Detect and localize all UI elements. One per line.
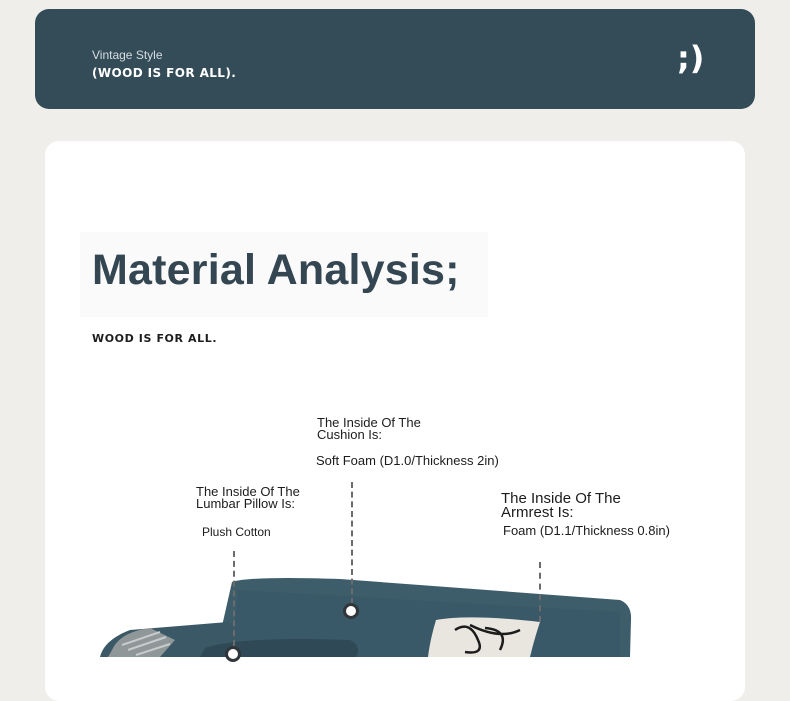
page-title: Material Analysis;: [92, 246, 460, 294]
lumbar-hotspot-dot[interactable]: [225, 646, 241, 662]
banner-brand: (WOOD IS FOR ALL).: [92, 66, 237, 80]
cushion-hotspot-dot[interactable]: [343, 603, 359, 619]
cushion-leader-line: [351, 482, 353, 604]
armrest-leader-line: [539, 562, 541, 622]
lumbar-callout-heading: The Inside Of The Lumbar Pillow Is:: [196, 484, 300, 511]
cushion-callout-heading: The Inside Of The Cushion Is:: [317, 415, 421, 442]
armrest-callout-heading: The Inside Of The Armrest Is:: [501, 490, 621, 521]
armrest-callout-value: Foam (D1.1/Thickness 0.8in): [503, 523, 670, 538]
banner-tagline: Vintage Style: [92, 48, 163, 62]
cushion-callout-value: Soft Foam (D1.0/Thickness 2in): [316, 453, 499, 468]
lumbar-leader-line: [233, 551, 235, 646]
lumbar-callout-value: Plush Cotton: [202, 525, 271, 539]
patterned-pillow: [428, 617, 540, 657]
smiley-logo-icon: ;): [677, 39, 705, 77]
section-subtitle: WOOD IS FOR ALL.: [92, 332, 218, 345]
